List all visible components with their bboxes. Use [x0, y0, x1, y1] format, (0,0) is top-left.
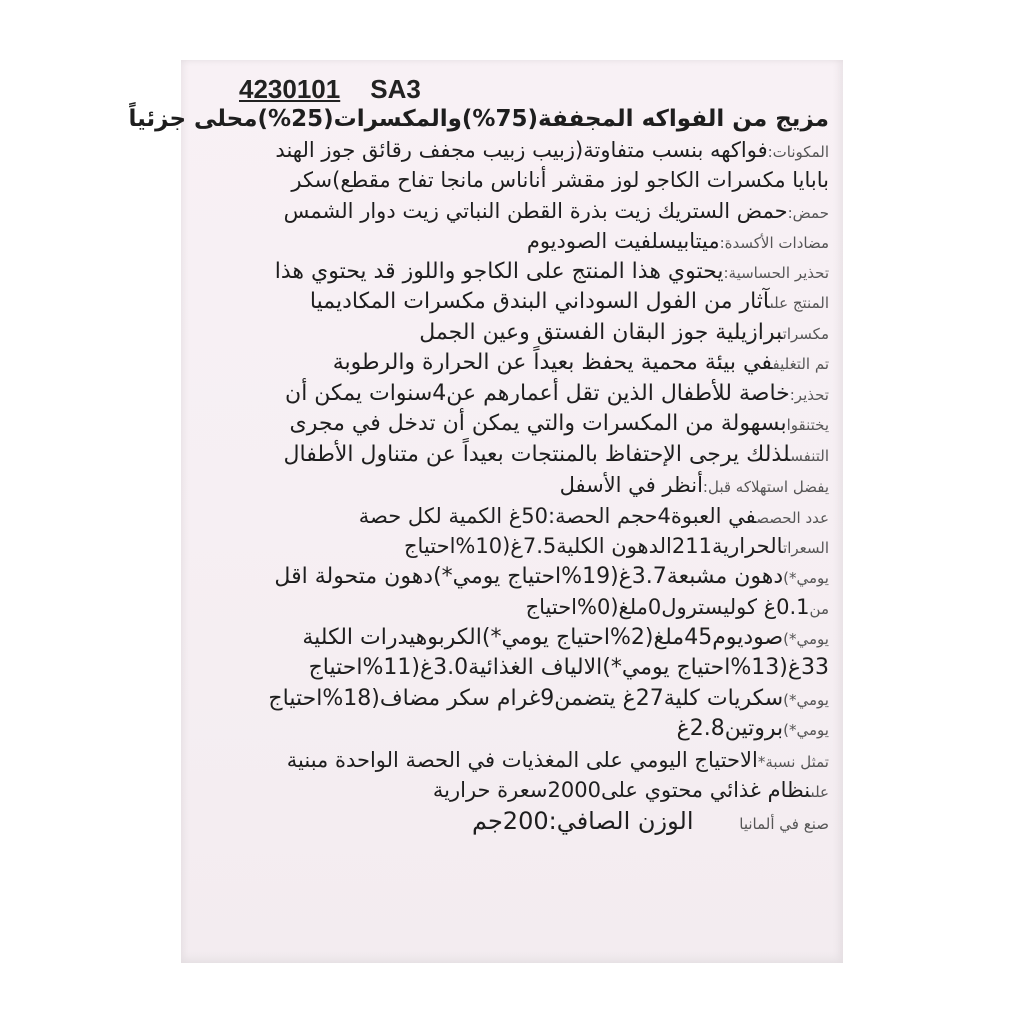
- origin-and-net-weight-line: صنع في ألمانيا الوزن الصافي:200جم: [471, 806, 829, 835]
- ingredients-line-1: المكونات:فواكهه بنسب متفاوتة(زبيب زبيب مجفف رقائق جوز الهند: [275, 137, 829, 162]
- nutrition-line-3: من0.1غ كوليسترول0ملغ(0%احتياج: [525, 595, 829, 619]
- ingredients-line-2: بابايا مكسرات الكاجو لوز مقشر أناناس مانجا تفاح مقطع)سكر: [291, 168, 829, 192]
- choking-warning-line-2: يختنقوابسهولة من المكسرات والتي يمكن أن تدخل في مجرى: [289, 411, 829, 436]
- nutrition-line-7: يومي*)بروتين2.8غ: [676, 716, 829, 741]
- product-code: 4230101: [239, 74, 341, 104]
- choking-warning-line-3: التنفسلذلك يرجى الإحتفاظ بالمنتجات بعيداً عن متناول الأطفال: [283, 441, 829, 467]
- label-text-block: [128, 104, 829, 836]
- daily-value-note-line-2: علىنظام غذائي محتوي على2000سعرة حرارية: [432, 778, 829, 802]
- allergy-warning-line-2: المنتج علىآثار من الفول السوداني البندق مكسرات المكاديميا: [309, 289, 829, 314]
- product-description-line: مزيج من الفواكه المجففة(75%)والمكسرات(25%)محلى جزئياً: [128, 106, 829, 132]
- choking-warning-line-1: تحذير:خاصة للأطفال الذين تقل أعمارهم عن4سنوات يمكن أن: [285, 380, 829, 406]
- batch-code: SA3: [370, 74, 421, 104]
- acid-line: حمض:حمض الستريك زيت بذرة القطن النباتي زيت دوار الشمس: [283, 198, 829, 223]
- daily-value-note-line-1: تمثل نسبة*الاحتياج اليومي على المغذيات في الحصة الواحدة مبنية: [286, 747, 829, 772]
- nutrition-line-5: 33غ(13%احتياج يومي*)الالياف الغذائية3.0غ(11%احتياج: [308, 655, 829, 680]
- nutrition-line-2: يومي*)دهون مشبعة3.7غ(19%احتياج يومي*)دهون متحولة اقل: [274, 563, 829, 589]
- nutrition-line-6: يومي*)سكريات كلية27غ يتضمن9غرام سكر مضاف(18%احتياج: [268, 685, 829, 711]
- antioxidants-line: مضادات الأكسدة:ميتابيسلفيت الصوديوم: [526, 229, 829, 253]
- nutrition-line-4: يومي*)صوديوم45ملغ(2%احتياج يومي*)الكربوهيدرات الكلية: [302, 624, 829, 650]
- best-before-line: يفضل استهلاكه قبل:أنظر في الأسفل: [559, 473, 829, 497]
- allergy-warning-line-3: مكسراتبرازيلية جوز البقان الفستق وعين الجمل: [419, 319, 829, 345]
- label-bottom-edge: [181, 951, 843, 963]
- servings-line: عدد الحصصفي العبوة4حجم الحصة:50غ الكمية لكل حصة: [358, 503, 829, 528]
- packaging-line: تم التغليففي بيئة محمية يحفظ بعيداً عن الحرارة والرطوبة: [332, 350, 829, 375]
- nutrition-line-1: السعراتالحرارية211الدهون الكلية7.5غ(10%احتياج: [403, 534, 829, 558]
- ingredients-label: [128, 60, 843, 963]
- allergy-warning-line-1: تحذير الحساسية:يحتوي هذا المنتج على الكاجو واللوز قد يحتوي هذا: [274, 258, 829, 284]
- code-row: [239, 74, 421, 105]
